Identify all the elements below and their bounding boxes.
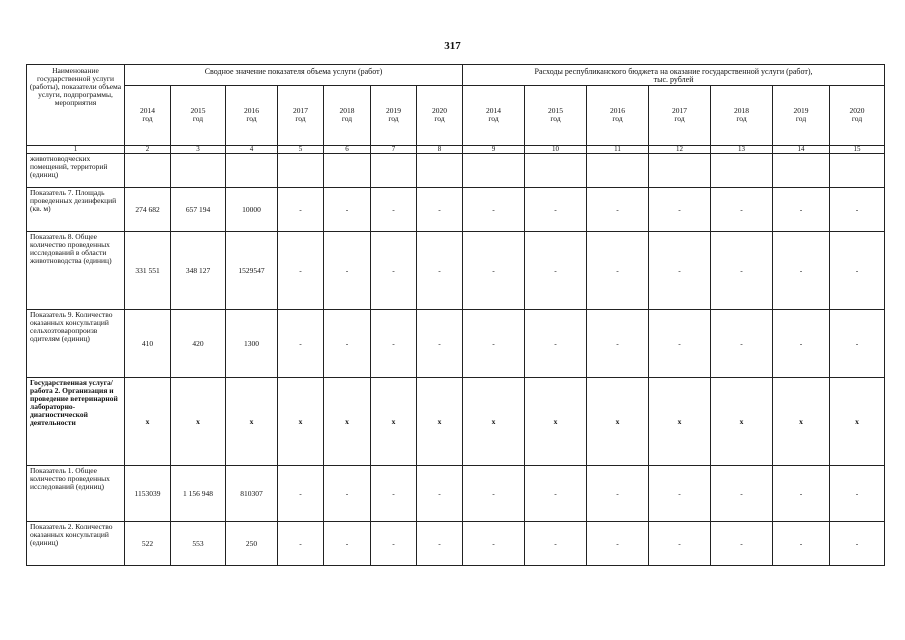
column-number: 12 bbox=[649, 145, 711, 153]
table-cell: - bbox=[773, 310, 830, 378]
year-value: 2014 bbox=[486, 106, 502, 116]
table-cell bbox=[587, 154, 649, 188]
table-cell: - bbox=[711, 232, 773, 310]
year-value: 2016 bbox=[244, 106, 259, 116]
table-cell: - bbox=[324, 310, 371, 378]
year-header bbox=[371, 85, 417, 145]
table-cell: - bbox=[587, 466, 649, 522]
column-number: 1 bbox=[27, 145, 125, 153]
year-value: 2019 bbox=[386, 106, 401, 116]
row-name: Показатель 7. Площадь проведенных дезинфекций (кв. м) bbox=[27, 188, 125, 232]
column-number: 14 bbox=[773, 145, 830, 153]
year-header bbox=[773, 85, 830, 145]
table-cell: - bbox=[463, 232, 525, 310]
table-cell: - bbox=[525, 466, 587, 522]
table-cell: - bbox=[371, 232, 417, 310]
services-table bbox=[26, 64, 885, 566]
table-cell: - bbox=[587, 188, 649, 232]
table-cell: - bbox=[830, 466, 885, 522]
table-cell bbox=[525, 154, 587, 188]
year-unit: год bbox=[192, 114, 204, 124]
table-row bbox=[27, 154, 885, 188]
year-header bbox=[830, 85, 885, 145]
year-unit: год bbox=[246, 114, 257, 124]
year-unit: год bbox=[488, 114, 499, 124]
table-cell: - bbox=[525, 188, 587, 232]
table-cell: 553 bbox=[171, 522, 226, 566]
year-header bbox=[226, 85, 278, 145]
column-number: 4 bbox=[226, 145, 278, 153]
year-value: 2017 bbox=[672, 106, 688, 116]
table-row bbox=[27, 378, 885, 466]
budget-group-header bbox=[463, 65, 885, 86]
table-cell: - bbox=[711, 522, 773, 566]
table-cell bbox=[226, 154, 278, 188]
table-cell: - bbox=[324, 466, 371, 522]
table-cell: - bbox=[830, 310, 885, 378]
table-cell: - bbox=[830, 522, 885, 566]
table-cell: - bbox=[525, 310, 587, 378]
table-cell: x bbox=[226, 378, 278, 466]
table-cell bbox=[171, 154, 226, 188]
column-number: 8 bbox=[417, 145, 463, 153]
table-cell: 274 682 bbox=[125, 188, 171, 232]
year-unit: год bbox=[674, 114, 685, 124]
page-number: 317 bbox=[444, 40, 461, 52]
table-cell bbox=[649, 154, 711, 188]
table-cell: x bbox=[711, 378, 773, 466]
year-header bbox=[525, 85, 587, 145]
column-number: 10 bbox=[525, 145, 587, 153]
row-name: Показатель 8. Общее количество проведенных исследований в области животноводства (единиц) bbox=[27, 232, 125, 310]
table-cell: 522 bbox=[125, 522, 171, 566]
column-number: 11 bbox=[587, 145, 649, 153]
year-header bbox=[324, 85, 371, 145]
table-cell: - bbox=[587, 310, 649, 378]
row-name: животноводческих помещений, территорий (единиц) bbox=[27, 154, 125, 188]
year-unit: год bbox=[295, 114, 306, 124]
table-cell: - bbox=[649, 188, 711, 232]
table-cell: - bbox=[649, 466, 711, 522]
table-row bbox=[27, 232, 885, 310]
row-name: Показатель 1. Общее количество проведенных исследований (единиц) bbox=[27, 466, 125, 522]
table-cell: 1 156 948 bbox=[171, 466, 226, 522]
budget-group-header-line2: тыс. рублей bbox=[653, 75, 694, 85]
table-cell bbox=[463, 154, 525, 188]
name-column-header: Наименование государственной услуги (работы), показатели объема услуги, подпрограммы, мероприятия bbox=[27, 65, 125, 146]
year-unit: год bbox=[434, 114, 445, 124]
table-cell: - bbox=[649, 522, 711, 566]
table-row bbox=[27, 188, 885, 232]
table-cell: - bbox=[417, 232, 463, 310]
table-cell: - bbox=[773, 232, 830, 310]
table-cell: - bbox=[773, 466, 830, 522]
year-header-row bbox=[27, 85, 885, 145]
table-cell: 1153039 bbox=[125, 466, 171, 522]
table-cell bbox=[711, 154, 773, 188]
column-number: 13 bbox=[711, 145, 773, 153]
year-header bbox=[711, 85, 773, 145]
table-cell: 348 127 bbox=[171, 232, 226, 310]
table-cell: - bbox=[711, 188, 773, 232]
table-cell bbox=[125, 154, 171, 188]
table-cell: - bbox=[371, 188, 417, 232]
column-number: 15 bbox=[830, 145, 885, 153]
table-cell: - bbox=[371, 522, 417, 566]
table-cell: - bbox=[324, 188, 371, 232]
table-cell: x bbox=[278, 378, 324, 466]
table-cell: - bbox=[278, 310, 324, 378]
year-value: 2017 bbox=[293, 106, 308, 116]
table-cell: - bbox=[278, 466, 324, 522]
table-cell: x bbox=[525, 378, 587, 466]
year-value: 2016 bbox=[610, 106, 626, 116]
table-cell: 1300 bbox=[226, 310, 278, 378]
year-unit: год bbox=[550, 114, 561, 124]
table-cell: x bbox=[417, 378, 463, 466]
year-value: 2018 bbox=[339, 106, 355, 116]
table-cell: - bbox=[278, 232, 324, 310]
table-row bbox=[27, 522, 885, 566]
table-cell: - bbox=[417, 466, 463, 522]
table-cell: - bbox=[830, 188, 885, 232]
table-cell: 810307 bbox=[226, 466, 278, 522]
year-unit: год bbox=[341, 114, 353, 124]
table-cell: - bbox=[773, 188, 830, 232]
table-cell: - bbox=[463, 466, 525, 522]
year-header bbox=[125, 85, 171, 145]
table-cell: - bbox=[525, 232, 587, 310]
table-cell: - bbox=[278, 188, 324, 232]
table-cell: - bbox=[711, 466, 773, 522]
year-header bbox=[417, 85, 463, 145]
year-unit: год bbox=[851, 114, 863, 124]
table-cell: 1529547 bbox=[226, 232, 278, 310]
year-value: 2018 bbox=[734, 106, 750, 116]
year-value: 2015 bbox=[190, 106, 206, 116]
table-cell: 657 194 bbox=[171, 188, 226, 232]
table-cell bbox=[830, 154, 885, 188]
year-value: 2020 bbox=[849, 106, 865, 116]
column-number: 7 bbox=[371, 145, 417, 153]
table-cell bbox=[417, 154, 463, 188]
table-cell: - bbox=[711, 310, 773, 378]
year-unit: год bbox=[612, 114, 623, 124]
table-row bbox=[27, 466, 885, 522]
table-cell: x bbox=[773, 378, 830, 466]
year-value: 2020 bbox=[432, 106, 448, 116]
table-cell: - bbox=[463, 310, 525, 378]
column-number-row bbox=[27, 145, 885, 153]
budget-group-header-line1: Расходы республиканского бюджета на оказание государственной услуги (работ), bbox=[534, 67, 813, 76]
table-cell: - bbox=[773, 522, 830, 566]
table-body bbox=[27, 154, 885, 566]
table-cell bbox=[773, 154, 830, 188]
table-cell: x bbox=[171, 378, 226, 466]
year-header bbox=[278, 85, 324, 145]
year-value: 2014 bbox=[140, 106, 155, 116]
table-cell: - bbox=[587, 522, 649, 566]
table-cell: - bbox=[324, 232, 371, 310]
table-cell: - bbox=[463, 522, 525, 566]
table-cell: x bbox=[649, 378, 711, 466]
table-cell: - bbox=[371, 466, 417, 522]
table-cell bbox=[278, 154, 324, 188]
table-cell: - bbox=[371, 310, 417, 378]
year-header bbox=[463, 85, 525, 145]
column-number: 2 bbox=[125, 145, 171, 153]
row-name: Показатель 9. Количество оказанных консультаций сельхозтоваропроизв одителям (единиц) bbox=[27, 310, 125, 378]
table-cell: - bbox=[649, 232, 711, 310]
row-name: Государственная услуга/работа 2. Организация и проведение ветеринарной лабораторно-диагностической деятельности bbox=[27, 378, 125, 466]
table-cell: x bbox=[125, 378, 171, 466]
year-header bbox=[587, 85, 649, 145]
table-cell: - bbox=[463, 188, 525, 232]
table-cell: x bbox=[371, 378, 417, 466]
table-cell: - bbox=[587, 232, 649, 310]
volume-group-header: Сводное значение показателя объема услуги (работ) bbox=[125, 65, 463, 86]
table-cell: 420 bbox=[171, 310, 226, 378]
table-cell: x bbox=[463, 378, 525, 466]
table-cell: 331 551 bbox=[125, 232, 171, 310]
table-cell: - bbox=[417, 310, 463, 378]
table-cell bbox=[371, 154, 417, 188]
table-cell: - bbox=[525, 522, 587, 566]
table-cell: - bbox=[417, 522, 463, 566]
column-number: 5 bbox=[278, 145, 324, 153]
column-number: 6 bbox=[324, 145, 371, 153]
table-cell: - bbox=[278, 522, 324, 566]
table-cell: - bbox=[324, 522, 371, 566]
year-header bbox=[649, 85, 711, 145]
table-cell: 410 bbox=[125, 310, 171, 378]
year-unit: год bbox=[388, 114, 399, 124]
table-cell bbox=[324, 154, 371, 188]
table-cell: 250 bbox=[226, 522, 278, 566]
table-cell: - bbox=[649, 310, 711, 378]
table-row bbox=[27, 310, 885, 378]
table-cell: x bbox=[587, 378, 649, 466]
year-value: 2015 bbox=[548, 106, 564, 116]
year-value: 2019 bbox=[793, 106, 809, 116]
year-unit: год bbox=[795, 114, 807, 124]
table-cell: x bbox=[830, 378, 885, 466]
table-cell: 10000 bbox=[226, 188, 278, 232]
table-cell: - bbox=[417, 188, 463, 232]
column-number: 3 bbox=[171, 145, 226, 153]
row-name: Показатель 2. Количество оказанных консультаций (единиц) bbox=[27, 522, 125, 566]
column-number: 9 bbox=[463, 145, 525, 153]
table-cell: - bbox=[830, 232, 885, 310]
year-header bbox=[171, 85, 226, 145]
year-unit: год bbox=[736, 114, 747, 124]
year-unit: год bbox=[142, 114, 153, 124]
table-cell: x bbox=[324, 378, 371, 466]
